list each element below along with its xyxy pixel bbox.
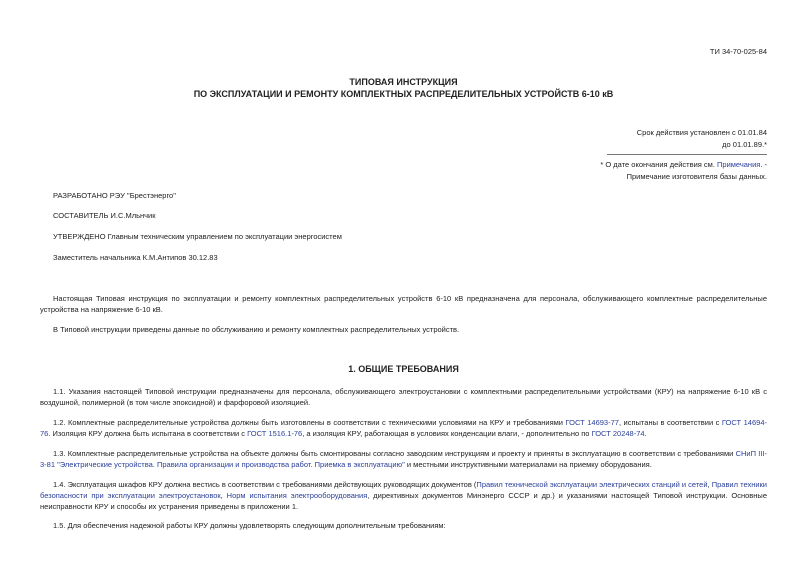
section-heading: 1. ОБЩИЕ ТРЕБОВАНИЯ — [348, 364, 459, 374]
gost-14693-link[interactable]: ГОСТ 14693-77 — [565, 418, 619, 427]
gost-14694-link[interactable]: ГОСТ 14694-76 — [40, 418, 767, 438]
compiler: СОСТАВИТЕЛЬ И.С.Мльнчик — [53, 211, 156, 220]
snip-link[interactable]: СНиП III-3-81 "Электрические устройства. Правила организации и производства работ. Приемка в эксплуатацию" — [40, 449, 767, 469]
gost-1516-link[interactable]: ГОСТ 1516.1-76 — [247, 429, 303, 438]
intro-paragraph-1: Настоящая Типовая инструкция по эксплуатации и ремонту комплектных распределительных устройств 6-10 кВ предназначена для персонала, обслуживающего комплектные распределительные устройства на напряжение 6-10 кВ. — [40, 294, 767, 314]
clause-text: , — [220, 491, 227, 500]
document-title-line1: ТИПОВАЯ ИНСТРУКЦИЯ — [349, 77, 458, 87]
note-suffix: . - — [760, 160, 767, 169]
intro-paragraph-2: В Типовой инструкции приведены данные по обслуживанию и ремонту комплектных распределительных устройств. — [53, 325, 460, 334]
deputy-head: Заместитель начальника К.М.Антипов 30.12.83 — [53, 253, 218, 262]
database-note — [600, 159, 767, 183]
validity-end: до 01.01.89.* — [722, 140, 767, 149]
gost-20248-link[interactable]: ГОСТ 20248-74 — [591, 429, 645, 438]
clause-1-3 — [40, 448, 767, 470]
validity-start: Срок действия установлен с 01.01.84 — [636, 128, 767, 137]
clause-1-4 — [40, 479, 767, 512]
operation-rules-link[interactable]: Правил технической эксплуатации электрических станций и сетей — [476, 480, 708, 489]
test-norms-link[interactable]: Норм испытания электрооборудования — [226, 491, 368, 500]
clause-text: 1.2. Комплектные распределительные устройства должны быть изготовлены в соответствии с техническими условиями на КРУ и требованиями — [53, 418, 566, 427]
notes-link[interactable]: Примечания — [717, 160, 761, 169]
clause-1-2 — [40, 417, 767, 439]
clause-1-5: 1.5. Для обеспечения надежной работы КРУ должны удовлетворять следующим дополнительным требованиям: — [53, 521, 446, 530]
safety-rules-link[interactable]: Правил техники безопасности при эксплуатации электроустановок — [40, 480, 767, 500]
clause-text: , директивных документов Минэнерго СССР и др.) и указаниями настоящей Типовой инструкции. Основные неисправности КРУ и способы их устранения приведены в приложении 1. — [40, 491, 767, 511]
note-line2: Примечание изготовителя базы данных. — [626, 172, 767, 181]
note-divider — [607, 154, 767, 155]
document-number: ТИ 34-70-025-84 — [709, 47, 767, 56]
clause-text: . Изоляция КРУ должна быть испытана в соответствии с — [48, 429, 248, 438]
document-title-line2: ПО ЭКСПЛУАТАЦИИ И РЕМОНТУ КОМПЛЕКТНЫХ РАСПРЕДЕЛИТЕЛЬНЫХ УСТРОЙСТВ 6-10 кВ — [193, 89, 614, 99]
clause-text: и местными инструктивными материалами на приемку оборудования. — [404, 460, 652, 469]
clause-1-1: 1.1. Указания настоящей Типовой инструкции предназначены для персонала, обслуживающего электроустановки с комплектными распределительными устройствами (КРУ) на напряжение 6-10 кВ с воздушной, полимерной (в том числе эпоксидной) и фарфоровой изоляцией. — [40, 387, 767, 407]
clause-text: 1.4. Эксплуатация шкафов КРУ должна вестись в соответствии с требованиями действующих руководящих документов ( — [53, 480, 477, 489]
developed-by: РАЗРАБОТАНО РЭУ "Брестэнерго" — [53, 191, 176, 200]
clause-text: , испытаны в соответствии с — [618, 418, 722, 427]
clause-text: 1.3. Комплектные распределительные устройства на объекте должны быть смонтированы согласно заводским инструкциям и проекту и приняты в эксплуатацию в соответствии с требованиями — [53, 449, 736, 458]
clause-text: . — [644, 429, 647, 438]
clause-text: , — [707, 480, 712, 489]
note-prefix: * О дате окончания действия см. — [600, 160, 718, 169]
validity-period — [637, 127, 767, 151]
approved-by: УТВЕРЖДЕНО Главным техническим управлением по эксплуатации энергосистем — [53, 232, 342, 241]
clause-text: , а изоляция КРУ, работающая в условиях конденсации влаги, - дополнительно по — [302, 429, 592, 438]
